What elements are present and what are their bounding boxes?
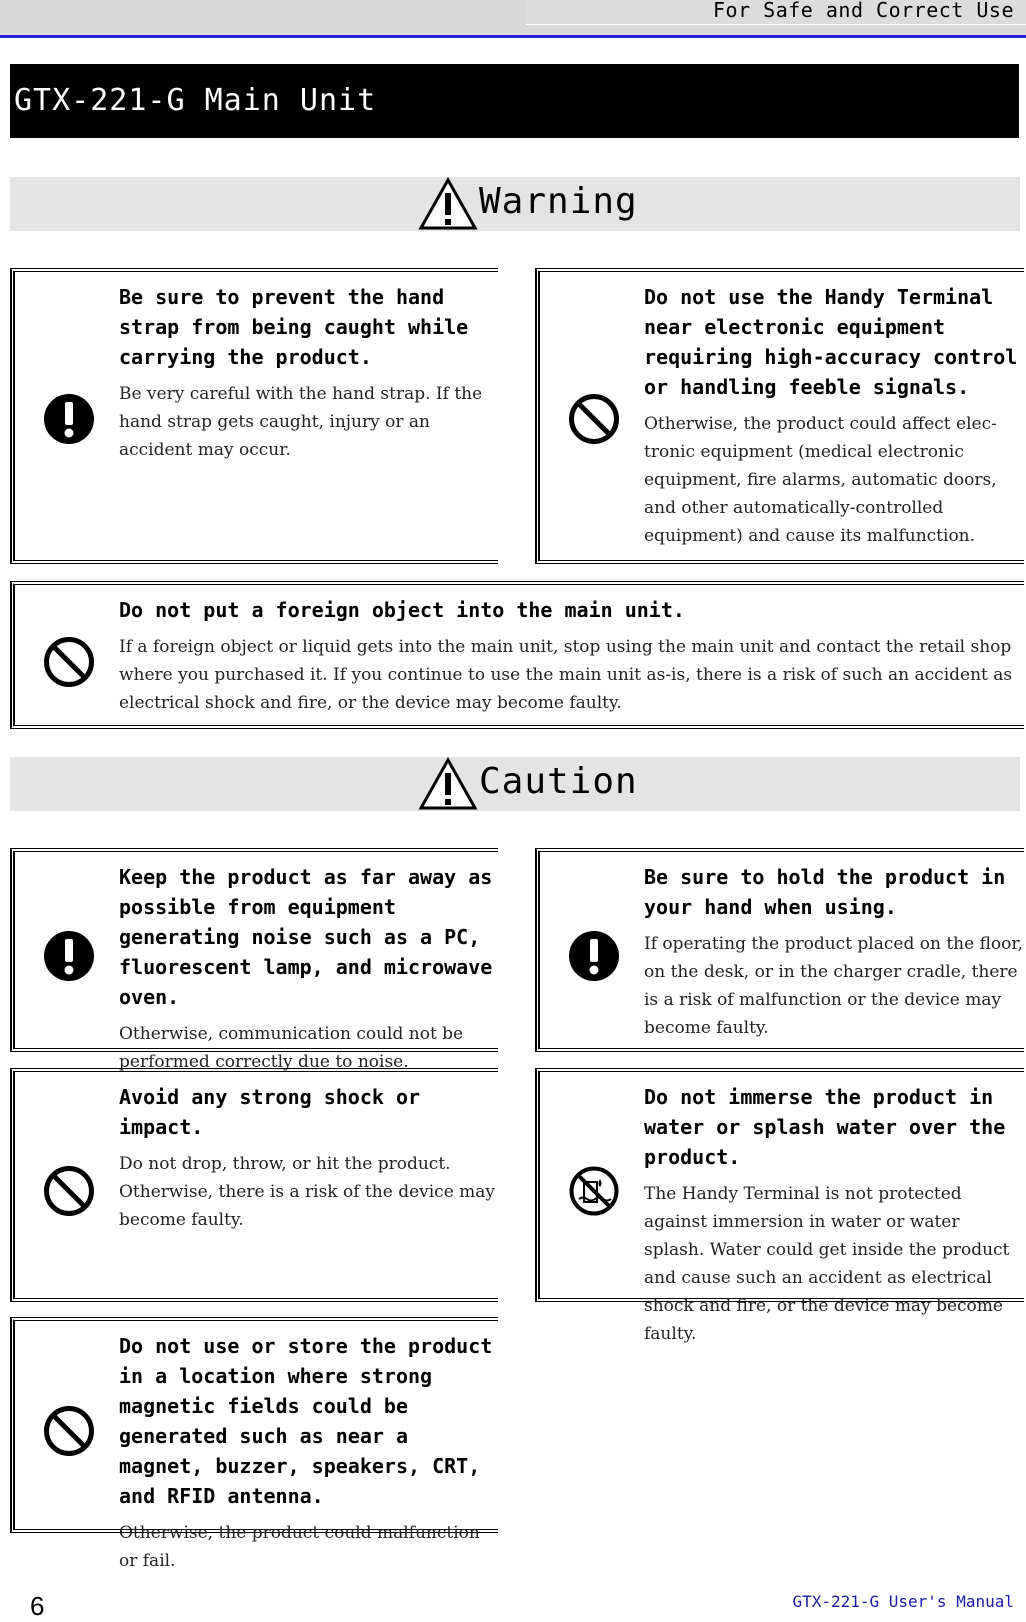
- item-title: Do not use or store the product in a location where strong magnetic fields could be generated such as near a magnet, buzzer, speakers, CRT, and RFID antenna.: [119, 1334, 493, 1508]
- item-body: The Handy Terminal is not protected against immersion in water or water splash. Water could get inside the product and cause such an accident as electrical shock and fire, or the device may become faulty.: [644, 1184, 1010, 1344]
- mandatory-action-icon: [43, 393, 95, 445]
- caution-item-hold-in-hand: [535, 848, 1024, 1052]
- warning-item-hand-strap: [10, 268, 498, 564]
- prohibited-icon: [568, 393, 620, 445]
- page-title: GTX-221-G Main Unit: [14, 83, 377, 118]
- caution-item-noise: [10, 848, 498, 1072]
- caution-triangle-icon: [418, 757, 478, 811]
- item-title: Be sure to hold the product in your hand when using.: [644, 865, 1006, 919]
- item-title: Do not immerse the product in water or splash water over the product.: [644, 1085, 1006, 1169]
- item-body: Do not drop, throw, or hit the product. Otherwise, there is a risk of the device may become faulty.: [119, 1154, 496, 1230]
- mandatory-action-icon: [568, 930, 620, 982]
- page-number: 6: [30, 1591, 45, 1621]
- item-title: Keep the product as far away as possible from equipment generating noise such as a PC, fluorescent lamp, and microwave oven.: [119, 865, 493, 1009]
- item-body: If operating the product placed on the floor, on the desk, or in the charger cradle, there is a risk of malfunction or the device may become faulty.: [644, 934, 1024, 1038]
- prohibited-icon: [43, 636, 95, 688]
- item-title: Do not put a foreign object into the main unit.: [119, 598, 685, 622]
- caution-item-water: [535, 1068, 1024, 1344]
- item-body: If a foreign object or liquid gets into the main unit, stop using the main unit and contact the retail shop where you purchased it. If you continue to use the main unit as-is, there is a risk of such an accident as electrical shock and fire, or the device may become faulty.: [119, 637, 1013, 713]
- header-rule: [0, 35, 1026, 38]
- no-water-icon: [568, 1165, 620, 1217]
- header-section-title: For Safe and Correct Use: [713, 0, 1014, 22]
- item-title: Avoid any strong shock or impact.: [119, 1085, 421, 1139]
- warning-item-foreign-object: [10, 581, 1024, 729]
- prohibited-icon: [43, 1405, 95, 1457]
- item-body: Be very careful with the hand strap. If the hand strap gets caught, injury or an accident may occur.: [119, 384, 483, 460]
- warning-section-label: Warning: [479, 181, 638, 222]
- warning-triangle-icon: [418, 177, 478, 231]
- item-body: Otherwise, the product could affect elec-tronic equipment (medical electronic equipment, fire alarms, automatic doors, and other automatically-controlled equipment) and cause its malfunction.: [644, 414, 997, 546]
- prohibited-icon: [43, 1165, 95, 1217]
- caution-item-shock: [10, 1068, 498, 1302]
- warning-item-electronic-equipment: [535, 268, 1024, 564]
- caution-item-magnetic-fields: [10, 1317, 498, 1571]
- item-title: Be sure to prevent the hand strap from being caught while carrying the product.: [119, 285, 469, 369]
- item-body: Otherwise, the product could malfunction or fail.: [119, 1523, 480, 1571]
- caution-section-label: Caution: [479, 761, 638, 802]
- item-body: Otherwise, communication could not be performed correctly due to noise.: [119, 1024, 464, 1072]
- item-title: Do not use the Handy Terminal near electronic equipment requiring high-accuracy control or handling feeble signals.: [644, 285, 1018, 399]
- mandatory-action-icon: [43, 930, 95, 982]
- footer-manual-title: GTX-221-G User's Manual: [792, 1592, 1014, 1611]
